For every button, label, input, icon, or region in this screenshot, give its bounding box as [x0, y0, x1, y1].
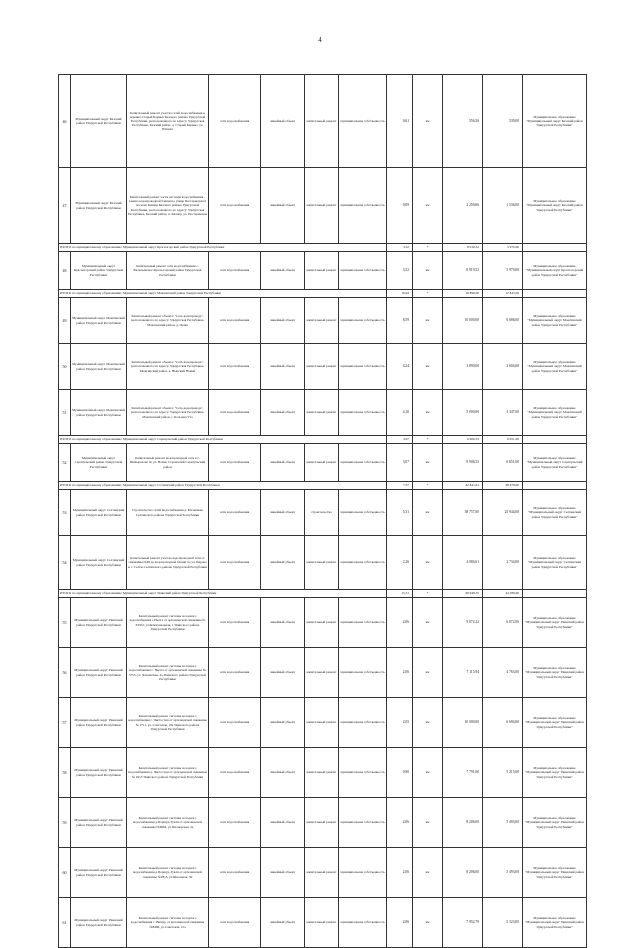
unit-cell: км	[413, 898, 443, 948]
subtotal-unit: *	[413, 290, 443, 298]
work-type-cell: капитальный ремонт	[305, 444, 339, 482]
cost-cell: 10 000,00	[443, 698, 483, 748]
network-cell: сети водоснабжения	[209, 536, 261, 590]
length-cell: 2,26	[387, 536, 413, 590]
subtotal-label: ИТОГО по муниципальному образованию: Муниципальный округ Красногорский район Удмуртской Республики	[59, 244, 387, 252]
network-cell: сети водоснабжения	[209, 490, 261, 536]
object-type-cell: линейный объект	[261, 598, 305, 648]
work-type-cell: капитальный ремонт	[305, 598, 339, 648]
object-type-cell: линейный объект	[261, 390, 305, 436]
table-row	[59, 748, 587, 798]
work-type-cell: капитальный ремонт	[305, 536, 339, 590]
subtotal-label: ИТОГО по муниципальному образованию: Муниципальный округ Селтинский район Удмуртской Республики	[59, 482, 387, 490]
subtotal-cost: 42 841,61	[443, 482, 483, 490]
object-type-cell: линейный объект	[261, 648, 305, 698]
row-number: 54	[59, 536, 71, 590]
description-cell: Капитальный ремонт объекта: "Сеть водопровода", расположенного по адресу: Удмуртская Республика, Можгинский район, д. Пазяк	[127, 298, 209, 344]
subtotal-fund: 44 286,00	[483, 590, 523, 598]
owner-cell: Муниципальное образование "Муниципальный округ Увинский район Удмуртской Республики"	[523, 848, 587, 898]
cost-cell: 8 206,00	[443, 798, 483, 848]
length-cell: 0,61	[387, 75, 413, 168]
work-type-cell: капитальный ремонт	[305, 898, 339, 948]
ownership-cell: муниципальная собственность	[339, 252, 387, 290]
subtotal-unit: *	[413, 590, 443, 598]
description-cell: Капитальный ремонт системы холодного водоснабжения с.Нылга от артезианской скважины № 63352, ул.Коммунальная, 1 Увинского района Удмуртской Республики	[127, 598, 209, 648]
municipality-cell: Муниципальный округ Кезский район Удмуртской Республики	[71, 168, 127, 244]
cost-cell: 3 890,00	[443, 344, 483, 390]
row-number: 59	[59, 798, 71, 848]
municipality-cell: Муниципальный округ Можгинский район Удмуртской Республики	[71, 344, 127, 390]
row-number: 53	[59, 490, 71, 536]
object-type-cell: линейный объект	[261, 75, 305, 168]
work-type-cell: капитальный ремонт	[305, 390, 339, 436]
length-cell: 2,05	[387, 698, 413, 748]
table-row	[59, 168, 587, 244]
fund-cell: 1 536,00	[483, 168, 523, 244]
fund-cell: 2 734,00	[483, 536, 523, 590]
cost-cell: 7 791,00	[443, 748, 483, 798]
table-row	[59, 75, 587, 168]
ownership-cell: муниципальная собственность	[339, 798, 387, 848]
ownership-cell: муниципальная собственность	[339, 898, 387, 948]
description-cell: Капитальный ремонт объекта: "Сеть водопровода", расположенного по адресу: Удмуртская Республика, Можгинский район, д. Нынский Новый	[127, 344, 209, 390]
length-cell: 4,10	[387, 390, 413, 436]
network-cell: сети водоснабжения	[209, 344, 261, 390]
ownership-cell: муниципальная собственность	[339, 444, 387, 482]
empty-cell	[523, 436, 587, 444]
fund-cell: 4 763,00	[483, 648, 523, 698]
subtotal-length: 7,57	[387, 482, 413, 490]
owner-cell: Муниципальное образование "Муниципальный округ Увинский район Удмуртской Республики"	[523, 748, 587, 798]
empty-cell	[523, 244, 587, 252]
table-row	[59, 390, 587, 436]
unit-cell: км	[413, 344, 443, 390]
fund-cell: 25 944,00	[483, 490, 523, 536]
ownership-cell: муниципальная собственность	[339, 344, 387, 390]
municipality-cell: Муниципальный округ Селтинский район Удмуртской Республики	[71, 536, 127, 590]
subtotal-row	[59, 436, 587, 444]
description-cell: Капитальный ремонт системы холодного водоснабжения д. Чистостем от артезианской скважины № 2913 Увинского района Удмуртской Республики	[127, 748, 209, 798]
length-cell: 2,06	[387, 648, 413, 698]
unit-cell: км	[413, 848, 443, 898]
network-cell: сети водоснабжения	[209, 848, 261, 898]
unit-cell: км	[413, 490, 443, 536]
table-row	[59, 490, 587, 536]
work-type-cell: капитальный ремонт	[305, 344, 339, 390]
description-cell: Капитальный ремонт системы холодного водоснабжения с. Чистостем от артезианской скважины № 2711, ул. Советская, 19а Увинского района Удмуртской Республики	[127, 698, 209, 748]
empty-cell	[523, 290, 587, 298]
table-row	[59, 598, 587, 648]
subtotal-fund: 28 678,00	[483, 482, 523, 490]
owner-cell: Муниципальное образование "Муниципальный округ Кезский район Удмуртской Республики"	[523, 75, 587, 168]
cost-cell: 2 259,66	[443, 168, 483, 244]
unit-cell: км	[413, 748, 443, 798]
municipality-cell: Муниципальный округ Увинский район Удмуртской Республики	[71, 748, 127, 798]
subtotal-label: ИТОГО по муниципальному образованию: Муниципальный округ Увинский район Удмуртской Республики	[59, 590, 387, 598]
network-cell: сети водоснабжения	[209, 390, 261, 436]
ownership-cell: муниципальная собственность	[339, 536, 387, 590]
length-cell: 5,31	[387, 490, 413, 536]
empty-cell	[523, 482, 587, 490]
table-row	[59, 536, 587, 590]
unit-cell: км	[413, 252, 443, 290]
table-row	[59, 444, 587, 482]
registry-body	[59, 75, 587, 948]
work-type-cell: капитальный ремонт	[305, 168, 339, 244]
page-number: 4	[318, 36, 322, 44]
object-type-cell: линейный объект	[261, 898, 305, 948]
work-type-cell: капитальный ремонт	[305, 698, 339, 748]
description-cell: Капитальный ремонт части системы водоснабжения - замена водопроводной башни по улице Пестеревская в поселке Кизнер Кезского района Удмуртской Республики, расположенного по адресу: Удмуртская Республика, Кезский район, п. Кизнер, ул. Пестеревская	[127, 168, 209, 244]
fund-cell: 3 347,00	[483, 390, 523, 436]
ownership-cell: муниципальная собственность	[339, 75, 387, 168]
municipality-cell: Муниципальный округ Селтинский район Удмуртской Республики	[71, 490, 127, 536]
subtotal-unit: *	[413, 244, 443, 252]
subtotal-length: 15,31	[387, 590, 413, 598]
owner-cell: Муниципальное образование "Муниципальный округ Можгинский район Удмуртской Республики"	[523, 344, 587, 390]
row-number: 57	[59, 698, 71, 748]
cost-cell: 38 757,00	[443, 490, 483, 536]
fund-cell: 6 694,00	[483, 698, 523, 748]
length-cell: 8,59	[387, 298, 413, 344]
network-cell: сети водоснабжения	[209, 798, 261, 848]
network-cell: сети водоснабжения	[209, 298, 261, 344]
subtotal-cost: 66 948,35	[443, 590, 483, 598]
object-type-cell: линейный объект	[261, 252, 305, 290]
owner-cell: Муниципальное образование "Муниципальный округ Кезский район Удмуртской Республики"	[523, 168, 587, 244]
fund-cell: 2 604,00	[483, 344, 523, 390]
unit-cell: км	[413, 390, 443, 436]
ownership-cell: муниципальная собственность	[339, 168, 387, 244]
owner-cell: Муниципальное образование "Муниципальный округ Увинский район Удмуртской Республики"	[523, 898, 587, 948]
length-cell: 3,52	[387, 252, 413, 290]
fund-cell: 5 970,00	[483, 252, 523, 290]
unit-cell: км	[413, 75, 443, 168]
ownership-cell: муниципальная собственность	[339, 298, 387, 344]
fund-cell: 6 686,00	[483, 298, 523, 344]
fund-cell: 5 493,00	[483, 798, 523, 848]
network-cell: сети водоснабжения	[209, 698, 261, 748]
table-row	[59, 898, 587, 948]
ownership-cell: муниципальная собственность	[339, 698, 387, 748]
description-cell: Строительство сетей водоснабжения д. Малышево Селтинского района Удмуртской Республики	[127, 490, 209, 536]
row-number: 60	[59, 848, 71, 898]
owner-cell: Муниципальное образование "Муниципальный округ Увинский район Удмуртской Республики"	[523, 798, 587, 848]
subtotal-label: ИТОГО по муниципальному образованию: Муниципальный округ Можгинский район Удмуртской Республики	[59, 290, 387, 298]
row-number: 56	[59, 648, 71, 698]
object-type-cell: линейный объект	[261, 848, 305, 898]
subtotal-length: 3,07	[387, 436, 413, 444]
unit-cell: км	[413, 444, 443, 482]
empty-cell	[523, 590, 587, 598]
subtotal-label: ИТОГО по муниципальному образованию: Муниципальный округ Сарапульский район Удмуртской Республики	[59, 436, 387, 444]
table-row	[59, 848, 587, 898]
table-row	[59, 798, 587, 848]
owner-cell: Муниципальное образование "Муниципальный округ Сарапульский район Удмуртской Республики"	[523, 444, 587, 482]
work-type-cell: капитальный ремонт	[305, 748, 339, 798]
description-cell: Капитальный ремонт объекта: "Сеть водопровода", расположенного по адресу: Удмуртская Республика, Можгинский район, с. Большая Уча	[127, 390, 209, 436]
table-row	[59, 648, 587, 698]
length-cell: 2,06	[387, 898, 413, 948]
subtotal-unit: *	[413, 482, 443, 490]
municipality-cell: Муниципальный округ Кезский район Удмуртской Республики	[71, 75, 127, 168]
object-type-cell: линейный объект	[261, 748, 305, 798]
unit-cell: км	[413, 298, 443, 344]
object-type-cell: линейный объект	[261, 698, 305, 748]
owner-cell: Муниципальное образование "Муниципальный округ Можгинский район Удмуртской Республики"	[523, 298, 587, 344]
description-cell: Капитальный ремонт водопроводной сети в с. Шевырялово по ул. Новая, Строителей Сарапульский район	[127, 444, 209, 482]
fund-cell: 6 651,00	[483, 444, 523, 482]
fund-cell: 5 323,00	[483, 898, 523, 948]
work-type-cell: капитальный ремонт	[305, 298, 339, 344]
row-number: 55	[59, 598, 71, 648]
municipality-cell: Муниципальный округ Красногорский район Удмуртской Республики	[71, 252, 127, 290]
description-cell: Капитальный ремонт системы холодного водоснабжения д.Поршур-Тукля от артезианской скважины №6964, ул.Пионерская, 2а	[127, 798, 209, 848]
subtotal-fund: 5 970,00	[483, 244, 523, 252]
description-cell: Капитальный ремонт системы холодного водоснабжения д.Поршур-Тукля от артезианской скважины №2815, ул.Школьная, 30	[127, 848, 209, 898]
row-number: 50	[59, 344, 71, 390]
table-row	[59, 698, 587, 748]
length-cell: 0,90	[387, 748, 413, 798]
length-cell: 3,07	[387, 444, 413, 482]
length-cell: 2,06	[387, 848, 413, 898]
municipality-cell: Муниципальный округ Увинский район Удмуртской Республики	[71, 848, 127, 898]
cost-cell: 9 906,53	[443, 444, 483, 482]
work-type-cell: капитальный ремонт	[305, 75, 339, 168]
owner-cell: Муниципальное образование "Муниципальный округ Увинский район Удмуртской Республики"	[523, 598, 587, 648]
work-type-cell: капитальный ремонт	[305, 252, 339, 290]
description-cell: Капитальный ремонт системы холодного водоснабжения с. Нылга от артезианской скважины № 5755, ул. Чапаевская, 2а Увинского района Удмуртской Республики	[127, 648, 209, 698]
owner-cell: Муниципальное образование "Муниципальный округ Можгинский район Удмуртской Республики"	[523, 390, 587, 436]
unit-cell: км	[413, 598, 443, 648]
description-cell: Капитальный ремонт сети водоснабжения с. Васильевское Красногорский район Удмуртской Республики	[127, 252, 209, 290]
table-row	[59, 298, 587, 344]
length-cell: 4,24	[387, 344, 413, 390]
owner-cell: Муниципальное образование "Муниципальный округ Селтинский район Удмуртской Республики"	[523, 490, 587, 536]
network-cell: сети водоснабжения	[209, 748, 261, 798]
row-number: 52	[59, 444, 71, 482]
cost-cell: 556,56	[443, 75, 483, 168]
object-type-cell: линейный объект	[261, 798, 305, 848]
unit-cell: км	[413, 698, 443, 748]
cost-cell: 7 952,79	[443, 898, 483, 948]
row-number: 61	[59, 898, 71, 948]
length-cell: 2,06	[387, 598, 413, 648]
municipality-cell: Муниципальный округ Увинский район Удмуртской Республики	[71, 648, 127, 698]
fund-cell: 6 072,00	[483, 598, 523, 648]
owner-cell: Муниципальное образование "Муниципальный округ Увинский район Удмуртской Республики"	[523, 648, 587, 698]
fund-cell: 539,00	[483, 75, 523, 168]
object-type-cell: линейный объект	[261, 490, 305, 536]
cost-cell: 8 206,00	[443, 848, 483, 898]
network-cell: сети водоснабжения	[209, 598, 261, 648]
cost-cell: 4 084,61	[443, 536, 483, 590]
registry-table	[58, 74, 587, 948]
description-cell: Капитальный ремонт участка водопроводной сети от скважины №48 до водопроводной башни по ул. Кирова и с. Селты Селтинского района Удмуртской Республики	[127, 536, 209, 590]
network-cell: сети водоснабжения	[209, 75, 261, 168]
cost-cell: 10 000,00	[443, 298, 483, 344]
subtotal-row	[59, 482, 587, 490]
cost-cell: 7 115,94	[443, 648, 483, 698]
ownership-cell: муниципальная собственность	[339, 490, 387, 536]
ownership-cell: муниципальная собственность	[339, 390, 387, 436]
unit-cell: км	[413, 168, 443, 244]
subtotal-row	[59, 590, 587, 598]
network-cell: сети водоснабжения	[209, 648, 261, 698]
ownership-cell: муниципальная собственность	[339, 598, 387, 648]
municipality-cell: Муниципальный округ Сарапульский район Удмуртской Республики	[71, 444, 127, 482]
subtotal-unit: *	[413, 436, 443, 444]
object-type-cell: линейный объект	[261, 444, 305, 482]
fund-cell: 5 215,00	[483, 748, 523, 798]
network-cell: сети водоснабжения	[209, 898, 261, 948]
row-number: 58	[59, 748, 71, 798]
row-number: 51	[59, 390, 71, 436]
subtotal-row	[59, 244, 587, 252]
municipality-cell: Муниципальный округ Увинский район Удмуртской Республики	[71, 798, 127, 848]
table-row	[59, 252, 587, 290]
ownership-cell: муниципальная собственность	[339, 648, 387, 698]
ownership-cell: муниципальная собственность	[339, 848, 387, 898]
fund-cell: 5 493,00	[483, 848, 523, 898]
unit-cell: км	[413, 536, 443, 590]
subtotal-cost: 8 919,52	[443, 244, 483, 252]
row-number: 48	[59, 252, 71, 290]
description-cell: Капитальный ремонт участка сетей водоснабжения в деревне Старый Кармыз Кезского района Удмуртской Республики, расположенного по адресу: Удмуртская Республика, Кезский район, д. Старый Кармыз, ул. Южная	[127, 75, 209, 168]
municipality-cell: Муниципальный округ Можгинский район Удмуртской Республики	[71, 298, 127, 344]
row-number: 49	[59, 298, 71, 344]
municipality-cell: Муниципальный округ Увинский район Удмуртской Республики	[71, 898, 127, 948]
subtotal-cost: 9 906,53	[443, 436, 483, 444]
object-type-cell: линейный объект	[261, 298, 305, 344]
work-type-cell: капитальный ремонт	[305, 848, 339, 898]
unit-cell: км	[413, 798, 443, 848]
municipality-cell: Муниципальный округ Можгинский район Удмуртской Республики	[71, 390, 127, 436]
row-number: 46	[59, 75, 71, 168]
network-cell: сети водоснабжения	[209, 252, 261, 290]
subtotal-row	[59, 290, 587, 298]
row-number: 47	[59, 168, 71, 244]
subtotal-fund: 6 651,00	[483, 436, 523, 444]
cost-cell: 9 072,22	[443, 598, 483, 648]
subtotal-length: 16,94	[387, 290, 413, 298]
subtotal-fund: 12 845,00	[483, 290, 523, 298]
owner-cell: Муниципальное образование "Муниципальный округ Красногорский район Удмуртской Республики"	[523, 252, 587, 290]
work-type-cell: капитальный ремонт	[305, 798, 339, 848]
network-cell: сети водоснабжения	[209, 444, 261, 482]
subtotal-length: 3,52	[387, 244, 413, 252]
municipality-cell: Муниципальный округ Увинский район Удмуртской Республики	[71, 698, 127, 748]
work-type-cell: строительство	[305, 490, 339, 536]
length-cell: 2,06	[387, 798, 413, 848]
cost-cell: 8 919,52	[443, 252, 483, 290]
unit-cell: км	[413, 648, 443, 698]
municipality-cell: Муниципальный округ Увинский район Удмуртской Республики	[71, 598, 127, 648]
owner-cell: Муниципальное образование "Муниципальный округ Увинский район Удмуртской Республики"	[523, 698, 587, 748]
table-row	[59, 344, 587, 390]
object-type-cell: линейный объект	[261, 168, 305, 244]
description-cell: Капитальный ремонт системы холодного водоснабжения с. Вишур от артезианской скважины №8490, ул.Советская, 15а	[127, 898, 209, 948]
subtotal-cost: 16 890,00	[443, 290, 483, 298]
object-type-cell: линейный объект	[261, 536, 305, 590]
cost-cell: 5 000,00	[443, 390, 483, 436]
ownership-cell: муниципальная собственность	[339, 748, 387, 798]
object-type-cell: линейный объект	[261, 344, 305, 390]
owner-cell: Муниципальное образование "Муниципальный округ Селтинский район Удмуртской Республики"	[523, 536, 587, 590]
work-type-cell: капитальный ремонт	[305, 648, 339, 698]
length-cell: 0,09	[387, 168, 413, 244]
network-cell: сети водоснабжения	[209, 168, 261, 244]
